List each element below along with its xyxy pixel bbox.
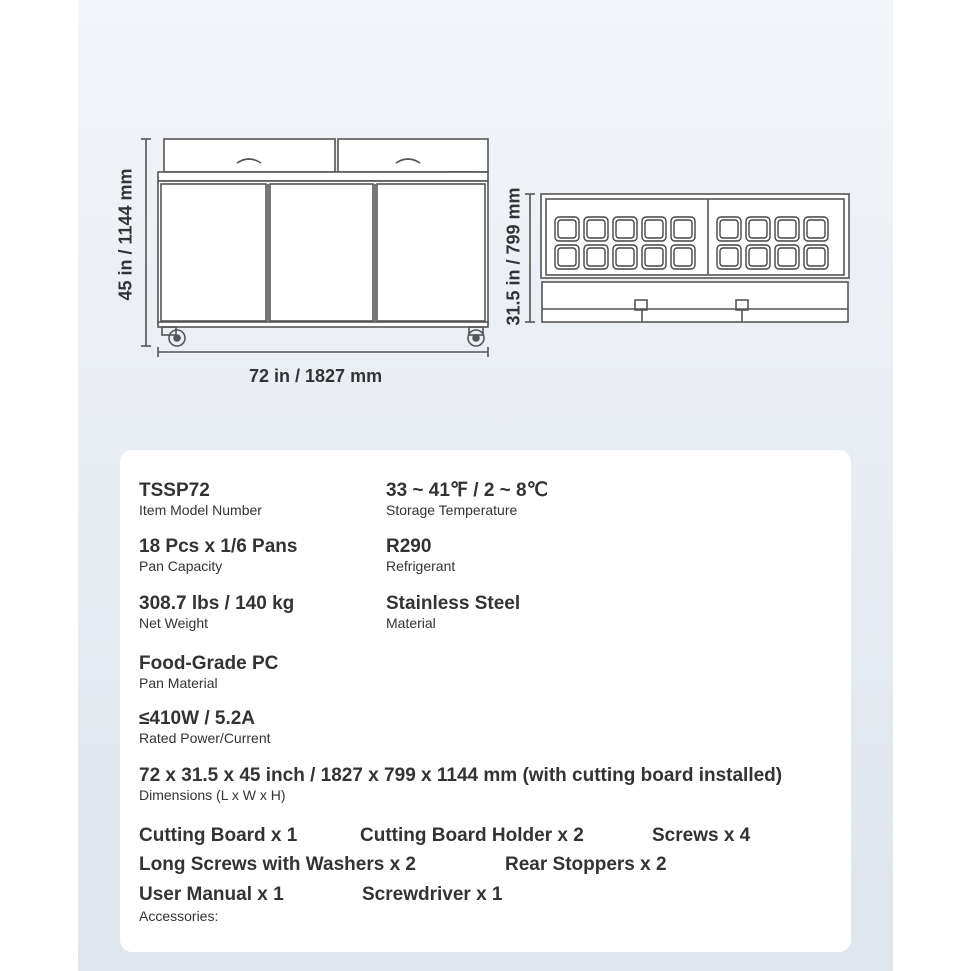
spec-label: Item Model Number: [139, 502, 262, 518]
pan-slot-inner: [778, 248, 796, 266]
spec-label: Dimensions (L x W x H): [139, 787, 286, 803]
spec-pan-capacity: [139, 536, 297, 575]
pan-slot-inner: [645, 248, 663, 266]
spec-temperature: [386, 480, 548, 519]
pan-slot-inner: [778, 220, 796, 238]
specs-card: [120, 450, 851, 952]
pan-slot-inner: [558, 220, 576, 238]
depth-dimension-label: 31.5 in / 799 mm: [503, 187, 524, 326]
spec-label: Pan Capacity: [139, 558, 223, 574]
pan-slot-inner: [720, 248, 738, 266]
spec-label: Refrigerant: [386, 558, 456, 574]
accessory-item: Long Screws with Washers x 2: [139, 854, 416, 875]
spec-label: Pan Material: [139, 675, 218, 691]
spec-value: 18 Pcs x 1/6 Pans: [139, 536, 298, 557]
spec-value: R290: [386, 536, 432, 557]
spec-label: Net Weight: [139, 615, 208, 631]
spec-value: Food-Grade PC: [139, 653, 279, 674]
pan-slot-inner: [674, 220, 692, 238]
pan-slot-inner: [749, 248, 767, 266]
pan-slot-inner: [587, 220, 605, 238]
spec-value: 308.7 lbs / 140 kg: [139, 593, 295, 614]
accessories-label: [139, 908, 218, 925]
accessory-item: Cutting Board x 1: [139, 825, 298, 846]
spec-model: [139, 480, 262, 519]
spec-material: [386, 593, 520, 632]
pan-slot-inner: [807, 220, 825, 238]
accessory-item: User Manual x 1: [139, 884, 284, 905]
product-diagram: [0, 0, 970, 440]
accessory-item: Rear Stoppers x 2: [505, 854, 667, 875]
spec-label: Accessories:: [139, 908, 219, 924]
spec-value: ≤410W / 5.2A: [139, 708, 256, 729]
spec-value: Stainless Steel: [386, 593, 521, 614]
pan-slot-inner: [616, 220, 634, 238]
spec-dimensions: [139, 765, 782, 804]
pan-slot-inner: [558, 248, 576, 266]
height-dimension-label: 45 in / 1144 mm: [115, 168, 136, 301]
spec-net-weight: [139, 593, 294, 632]
spec-label: Material: [386, 615, 436, 631]
front-view: [141, 139, 488, 357]
spec-refrigerant: [386, 536, 455, 575]
width-dimension-label: 72 in / 1827 mm: [249, 366, 383, 386]
spec-value: 33 ~ 41℉ / 2 ~ 8℃: [386, 480, 548, 501]
pan-slot-inner: [749, 220, 767, 238]
spec-label: Rated Power/Current: [139, 730, 271, 746]
pan-slot-inner: [720, 220, 738, 238]
pan-slot-inner: [587, 248, 605, 266]
pan-slot-inner: [807, 248, 825, 266]
spec-label: Storage Temperature: [386, 502, 518, 518]
pan-slot-inner: [616, 248, 634, 266]
spec-value: TSSP72: [139, 480, 210, 501]
spec-power: [139, 708, 271, 747]
pan-slot-inner: [645, 220, 663, 238]
accessory-item: Screwdriver x 1: [362, 884, 503, 905]
accessory-item: Screws x 4: [652, 825, 751, 846]
accessory-item: Cutting Board Holder x 2: [360, 825, 584, 846]
pan-slot-inner: [674, 248, 692, 266]
spec-value: 72 x 31.5 x 45 inch / 1827 x 799 x 1144 mm (with cutting board installed): [139, 765, 783, 786]
spec-pan-material: [139, 653, 278, 692]
